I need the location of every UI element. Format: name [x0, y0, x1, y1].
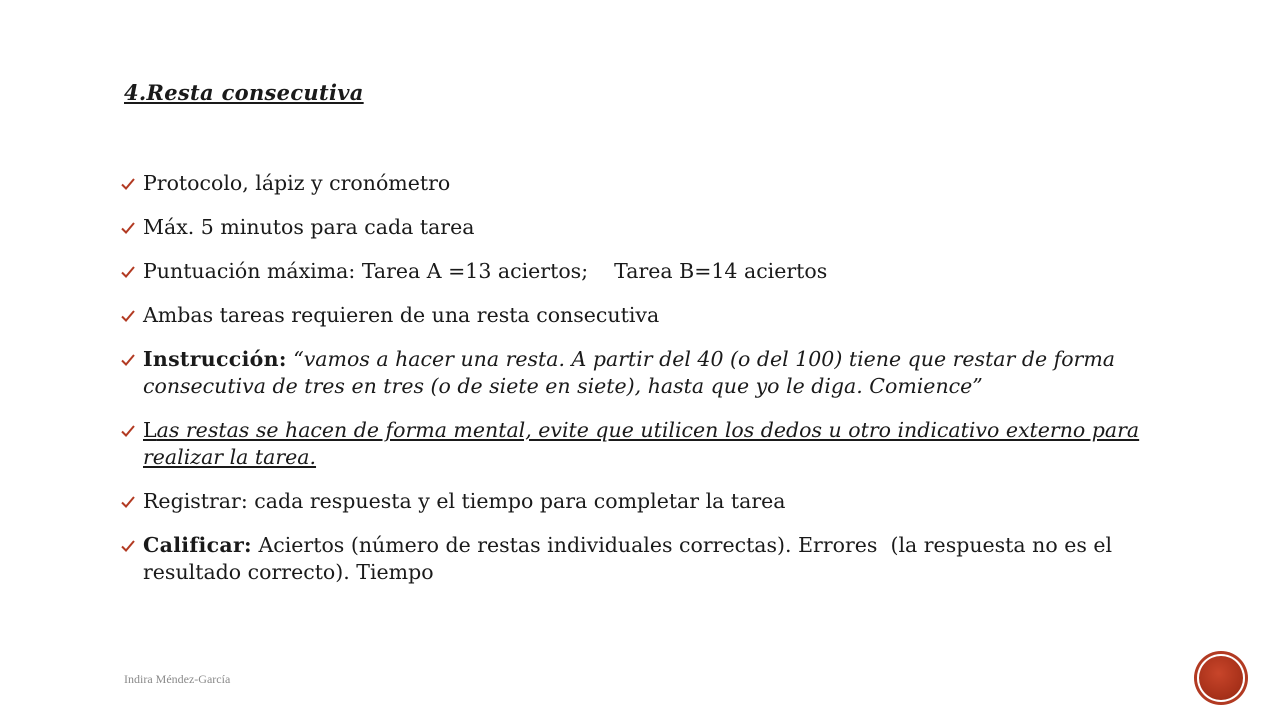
- bullet-item: [120, 170, 1160, 197]
- bullet-list: [120, 170, 1160, 603]
- grading-label: Calificar:: [143, 533, 252, 557]
- checkmark-icon: [120, 176, 136, 192]
- note-text: as restas se hacen de forma mental, evite que utilicen los dedos u otro indicativo externo para realizar la tarea.: [143, 418, 1140, 469]
- page-number-badge: [1197, 654, 1245, 702]
- bullet-item: [120, 417, 1160, 471]
- checkmark-icon: [120, 538, 136, 554]
- slide-title: 4.Resta consecutiva: [124, 80, 364, 105]
- bullet-item: [120, 258, 1160, 285]
- bullet-text: Registrar: cada respuesta y el tiempo para completar la tarea: [143, 489, 786, 513]
- bullet-text: Protocolo, lápiz y cronómetro: [143, 171, 451, 195]
- bullet-text: Ambas tareas requieren de una resta consecutiva: [143, 303, 660, 327]
- checkmark-icon: [120, 494, 136, 510]
- bullet-text: Puntuación máxima: Tarea A =13 aciertos; Tarea B=14 aciertos: [143, 259, 828, 283]
- grading-text: Aciertos (número de restas individuales correctas). Errores (la respuesta no es el resultado correcto). Tiempo: [143, 533, 1119, 584]
- bullet-item: [120, 346, 1160, 400]
- bullet-text: Máx. 5 minutos para cada tarea: [143, 215, 475, 239]
- instruction-label: Instrucción:: [143, 347, 287, 371]
- instruction-quote: “vamos a hacer una resta. A partir del 40 (o del 100) tiene que restar de forma consecutiva de tres en tres (o de siete en siete), hasta que yo le diga. Comience”: [143, 347, 1116, 398]
- footer-author: Indira Méndez-García: [124, 672, 231, 686]
- bullet-item: [120, 488, 1160, 515]
- checkmark-icon: [120, 220, 136, 236]
- bullet-item: [120, 214, 1160, 241]
- checkmark-icon: [120, 352, 136, 368]
- note-first-letter: L: [143, 418, 157, 442]
- checkmark-icon: [120, 423, 136, 439]
- checkmark-icon: [120, 308, 136, 324]
- checkmark-icon: [120, 264, 136, 280]
- bullet-item: [120, 532, 1160, 586]
- bullet-item: [120, 302, 1160, 329]
